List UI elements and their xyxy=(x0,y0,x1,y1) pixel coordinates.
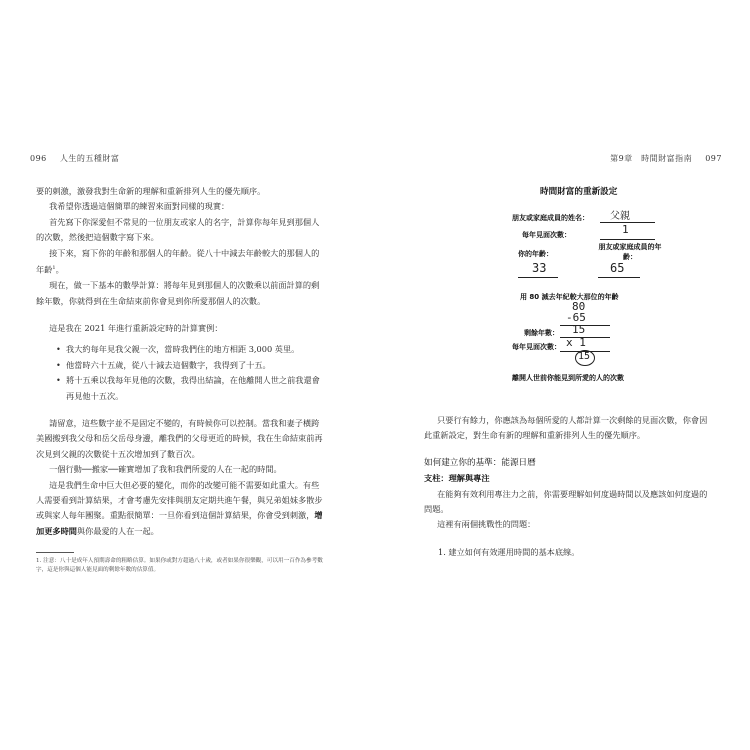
minus-value: -65 xyxy=(566,311,586,324)
paragraph: 這是我在 2021 年進行重新設定時的計算實例： xyxy=(49,322,223,333)
time-wealth-reset-diagram xyxy=(500,185,675,385)
page-number-left: 096 xyxy=(30,154,47,163)
right-page-body xyxy=(424,413,714,560)
left-page-body xyxy=(36,184,326,539)
eighty-value: 80 xyxy=(572,300,586,313)
visits-underline xyxy=(600,239,655,240)
paragraph-text: 與你最愛的人在一起。 xyxy=(76,525,159,536)
list-item: • 將十五乘以我每年見他的次數，我得出結論，在他離開人世之前我還會再見他十五次。 xyxy=(66,373,326,404)
name-label: 朋友或家庭成員的姓名： xyxy=(512,214,589,222)
paragraph: 只要行有餘力，你應該為每個所愛的人都計算一次剩餘的見面次數，你會因此重新設定，對生命有新的理解和重新排列人生的優先順序。 xyxy=(424,415,708,441)
their-age-value: 65 xyxy=(610,261,625,275)
per-year-label: 每年見面次數： xyxy=(512,343,561,351)
result-label: 離開人世前你能見到所愛的人的次數 xyxy=(512,374,624,382)
paragraph-text: 接下來，寫下你的年齡和那個人的年齡。從八十中減去年齡較大的那個人的年齡 xyxy=(36,247,320,275)
paragraph: 請留意，這些數字並不是固定不變的，有時候你可以控制。當我和妻子橫跨美國搬到我父母和岳父岳母身邊，離我們的父母更近的時候，我在生命結束前再次見到父親的次數從十五次增加到了數百次。 xyxy=(36,418,323,459)
page-number-right: 097 xyxy=(705,154,722,163)
your-age-underline xyxy=(518,277,558,278)
their-age-label: 朋友或家庭成員的年齡： xyxy=(598,243,662,261)
remaining-label: 剩餘年數： xyxy=(524,329,559,337)
list-item: • 他當時六十五歲，從八十減去這個數字，我得到了十五。 xyxy=(66,358,326,373)
paragraph: 這裡有兩個挑戰性的問題： xyxy=(437,519,536,530)
result-value: 15 xyxy=(578,351,591,362)
numbered-item: 1. 建立如何有效運用時間的基本底線。 xyxy=(438,546,580,557)
footnote: 1. 注意：八十是成年人預期壽命的粗略估算。如果你或對方超過八十歲，或者如果你很樂觀，可以用一百作為參考數字，這是你與這個人能見面的剩餘年數的估算值。 xyxy=(36,558,323,573)
book-title: 人生的五種財富 xyxy=(59,154,120,163)
page-header-left xyxy=(30,153,119,164)
per-year-value: x 1 xyxy=(566,336,586,349)
paragraph xyxy=(36,478,326,540)
subtract-label: 用 80 減去年紀較大那位的年齡 xyxy=(520,293,619,301)
emphasis-text: 增加更多時間 xyxy=(36,510,323,536)
paragraph: 首先寫下你深愛但不常見的一位朋友或家人的名字，計算你每年見到那個人的次數，然後把這個數字寫下來。 xyxy=(36,216,320,243)
paragraph: 在能夠有效利用專注力之前，你需要理解如何度過時間以及應該如何度過的問題。 xyxy=(424,488,708,515)
visits-value: 1 xyxy=(622,223,629,236)
paragraph: 要的刺激，激發我對生命新的理解和重新排列人生的優先順序。 xyxy=(36,186,266,196)
paragraph: 現在，做一下基本的數學計算：將每年見到那個人的次數乘以前面計算的剩餘年數，你就得到在生命結束前你會見到你所愛那個人的次數。 xyxy=(36,280,320,306)
paragraph: 一個行動──搬家──確實增加了我和我們所愛的人在一起的時間。 xyxy=(49,464,282,475)
visits-label: 每年見面次數： xyxy=(522,231,571,239)
paragraph-end: 。 xyxy=(55,264,64,275)
footnote-divider xyxy=(36,552,74,553)
your-age-value: 33 xyxy=(532,261,547,275)
paragraph xyxy=(36,246,326,279)
your-age-label: 你的年齡： xyxy=(518,250,553,258)
paragraph: 我希望你透過這個簡單的練習來面對同樣的現實： xyxy=(49,201,230,212)
paragraph-text: 這是我們生命中巨大但必要的變化，而你的改變可能不需要如此重大。有些人需要看到計算結果，才會考慮先安排與朋友定期共進午餐，與兄弟姐妹多散步或與家人每年團聚。重點很簡單：一旦你看到這個計算結果，你會受到刺激， xyxy=(36,479,323,521)
page-header-right xyxy=(610,153,722,164)
list-item: • 我大約每年見我父親一次，當時我們住的地方相距 3,000 英里。 xyxy=(66,342,326,357)
remaining-value: 15 xyxy=(572,323,586,336)
footnote-marker: 1 xyxy=(52,265,56,272)
bullet-list xyxy=(36,342,326,404)
chapter-title: 第9章 時間財富指南 xyxy=(610,154,693,163)
diagram-title: 時間財富的重新設定 xyxy=(540,187,618,197)
subsection-heading: 支柱：理解與專注 xyxy=(424,473,490,484)
name-value: 父親 xyxy=(610,211,630,222)
section-heading: 如何建立你的基準：能源日曆 xyxy=(424,457,536,468)
their-age-underline xyxy=(598,277,640,278)
